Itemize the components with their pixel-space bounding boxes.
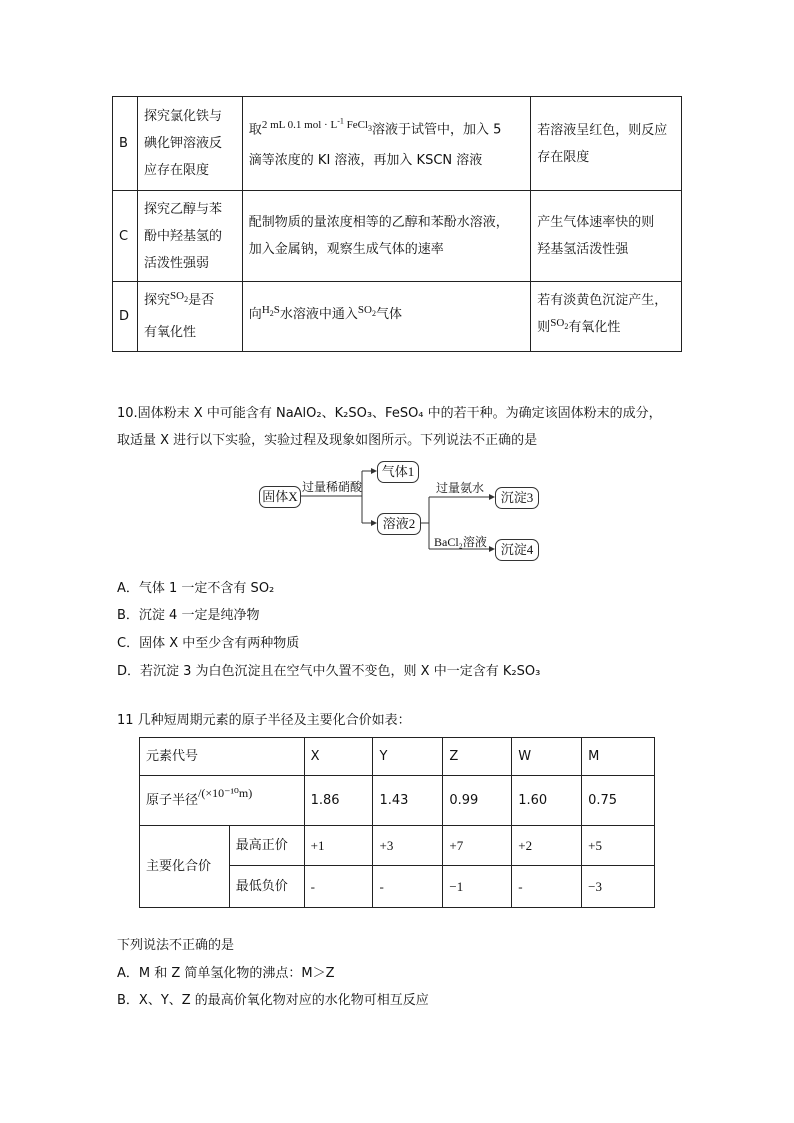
text-line: 产生气体速率快的则 (537, 215, 655, 230)
text: 水溶液中通入 (279, 306, 358, 322)
gas1-box: 气体1 (377, 461, 419, 483)
text-line: 活泼性强弱 (143, 255, 209, 271)
radius-label: 原子半径 (146, 793, 199, 808)
text: SO (550, 317, 565, 330)
table-row (140, 776, 655, 826)
solution2-box: 溶液2 (377, 513, 421, 535)
q11-stem: 11 几种短周期元素的原子半径及主要化合价如表： (117, 713, 411, 728)
text-line: 存在限度 (537, 149, 590, 165)
radius-label-cell (140, 776, 305, 826)
text-line: 探究氯化铁与 (143, 109, 222, 124)
q10-stem-line1: 10.固体粉末 X 中可能含有 NaAlO₂、K₂SO₃、FeSO₄ 中的若干种。为确定该固体粉末的成分， (117, 406, 662, 421)
element-table (139, 737, 655, 908)
min-valence: - (512, 866, 582, 908)
option-b: B．沉淀 4 一定是纯净物 (117, 608, 260, 623)
text: 是否 (188, 293, 215, 309)
q11-question: 下列说法不正确的是 (117, 938, 235, 953)
max-valence: +7 (443, 826, 512, 866)
text: 探究 (143, 293, 170, 309)
reagent-ammonia-label: 过量氨水 (436, 481, 485, 495)
element-code: Y (373, 738, 443, 776)
sub: 3 (368, 124, 373, 134)
text: H (261, 303, 270, 316)
radius-value: 0.75 (582, 776, 655, 826)
row-letter: C (113, 191, 138, 282)
reagent-nitric-acid-label: 过量稀硝酸 (302, 480, 363, 494)
text: 有氧化性 (568, 320, 621, 336)
row-letter: B (113, 97, 138, 191)
max-valence: +2 (512, 826, 582, 866)
sup: -1 (337, 116, 344, 126)
text-line: 加入金属钠，观察生成气体的速率 (248, 242, 444, 257)
text: 2 mL 0.1 mol · L (261, 119, 338, 132)
min-valence: - (304, 866, 373, 908)
radius-value: 1.86 (304, 776, 373, 826)
precipitate4-box: 沉淀4 (495, 539, 539, 561)
max-valence: +3 (373, 826, 443, 866)
q10-stem-line2: 取适量 X 进行以下实验，实验过程及现象如图所示。下列说法不正确的是 (117, 433, 538, 448)
sub: 2 (184, 295, 189, 305)
text: FeCl (343, 119, 369, 132)
sub: 2 (564, 322, 569, 332)
text: 向 (248, 306, 262, 322)
table-row (140, 738, 655, 776)
q11-option-b: B．X、Y、Z 的最高价氧化物对应的水化物可相互反应 (117, 993, 429, 1008)
row-letter: D (113, 282, 138, 352)
option-d: D．若沉淀 3 为白色沉淀且在空气中久置不变色，则 X 中一定含有 K₂SO₃ (117, 664, 541, 679)
radius-unit: /(×10⁻¹⁰m) (198, 786, 253, 800)
text: S (273, 303, 280, 316)
element-code: X (304, 738, 373, 776)
text: 取 (248, 122, 262, 138)
min-valence: - (373, 866, 443, 908)
text-line: 羟基氢活泼性强 (537, 242, 629, 257)
solid-x-box: 固体X (259, 486, 301, 508)
text: SO (170, 290, 185, 303)
text-line: 若有淡黄色沉淀产生， (537, 293, 668, 309)
text: SO (357, 303, 372, 316)
element-code: W (512, 738, 582, 776)
option-a: A．气体 1 一定不含有 SO₂ (117, 581, 275, 596)
text: 则 (537, 320, 551, 336)
element-code: M (582, 738, 655, 776)
min-valence: −1 (443, 866, 512, 908)
table-row (140, 826, 655, 866)
text-line: 碘化钾溶液反 (143, 136, 222, 151)
radius-value: 0.99 (443, 776, 512, 826)
radius-value: 1.43 (373, 776, 443, 826)
min-valence-label: 最低负价 (229, 866, 304, 908)
header-label: 元素代号 (140, 738, 305, 776)
text-line: 配制物质的量浓度相等的乙醇和苯酚水溶液， (248, 215, 509, 230)
text-line: 酚中羟基氢的 (143, 228, 222, 244)
precipitate3-box: 沉淀3 (495, 487, 539, 509)
text: 气体 (375, 306, 402, 322)
max-valence: +5 (582, 826, 655, 866)
element-code: Z (443, 738, 512, 776)
max-valence: +1 (304, 826, 373, 866)
option-c: C．固体 X 中至少含有两种物质 (117, 636, 300, 651)
valence-label: 主要化合价 (140, 826, 230, 908)
text-line: 应存在限度 (143, 163, 209, 178)
text-line: 有氧化性 (143, 324, 196, 340)
text-line: 探究乙醇与苯 (143, 201, 222, 217)
radius-value: 1.60 (512, 776, 582, 826)
reagent-bacl2-label: BaCl₂溶液 (434, 535, 487, 549)
text-line: 若溶液呈红色，则反应 (537, 122, 668, 138)
min-valence: −3 (582, 866, 655, 908)
text-line: 滴等浓度的 KI 溶液，再加入 KSCN 溶液 (248, 153, 483, 169)
sub: 2 (269, 309, 274, 319)
sub: 2 (371, 309, 376, 319)
text: 溶液于试管中，加入 5 (372, 122, 502, 138)
max-valence-label: 最高正价 (229, 826, 304, 866)
q11-option-a: A．M 和 Z 简单氢化物的沸点：M＞Z (117, 966, 335, 981)
